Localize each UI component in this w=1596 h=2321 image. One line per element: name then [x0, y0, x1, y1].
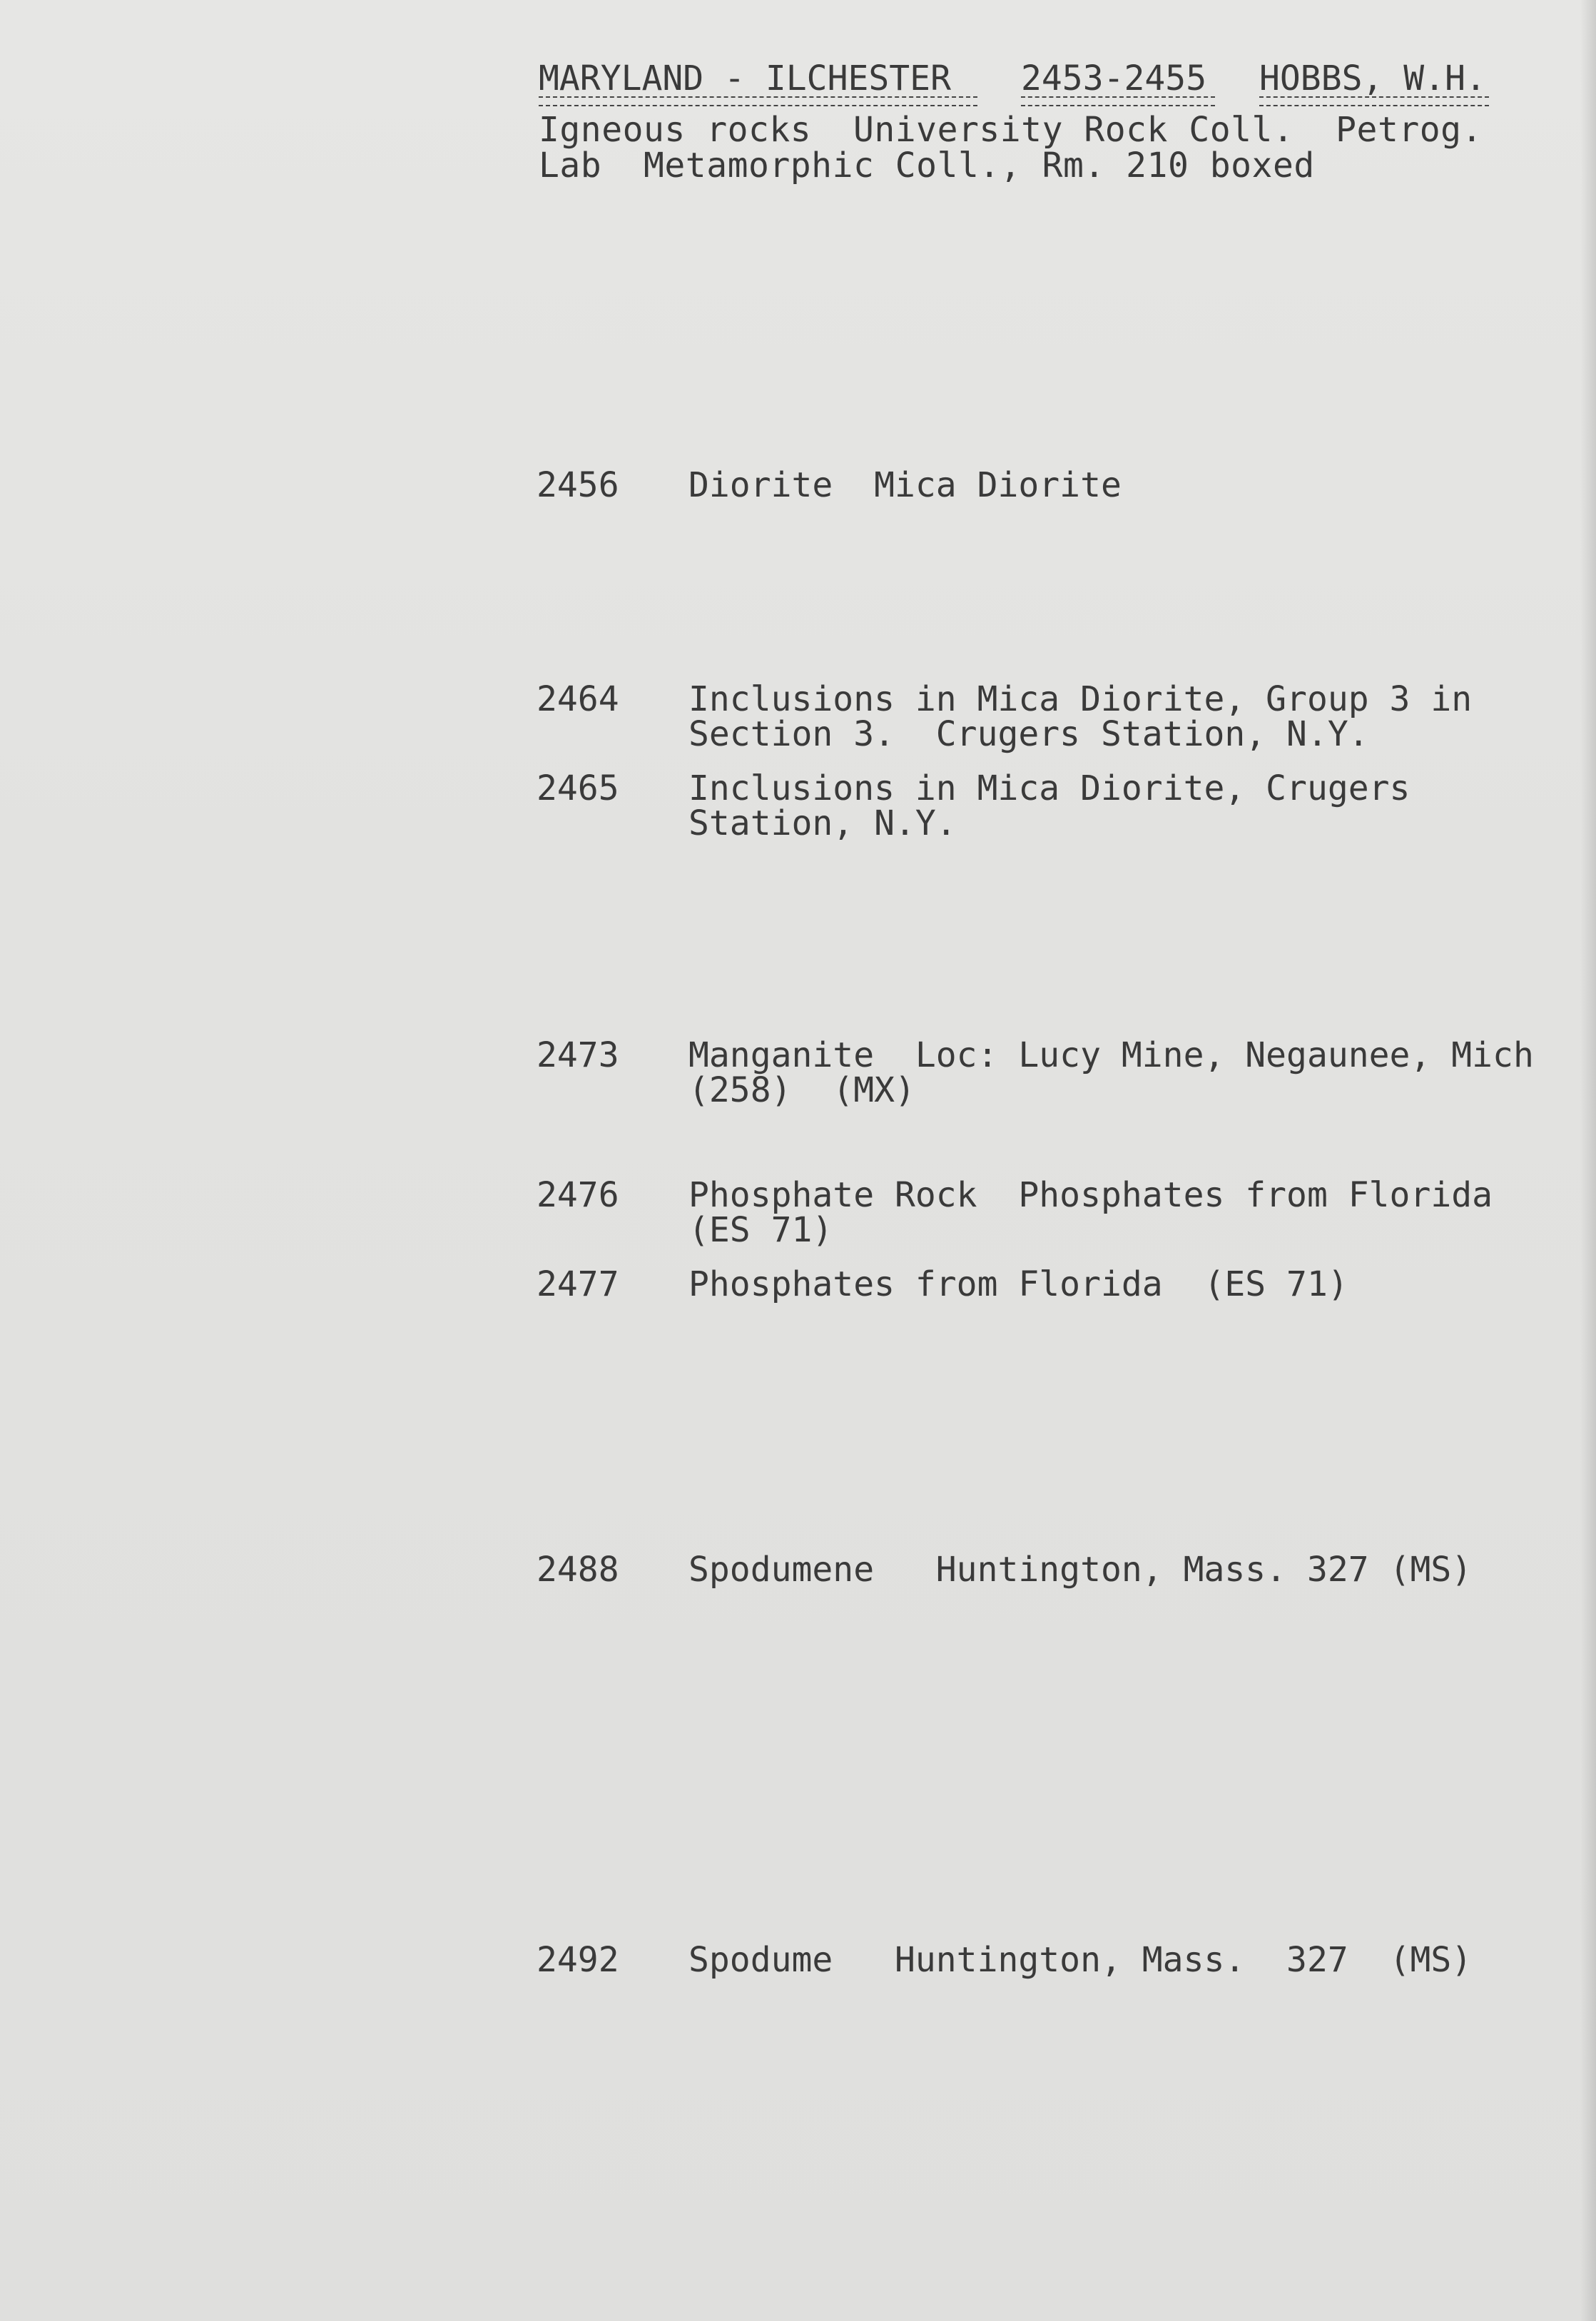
entry-number: 2476 [537, 1175, 619, 1215]
range-underline [1021, 96, 1215, 106]
entry-number: 2492 [537, 1940, 619, 1980]
entry-description: Phosphate Rock Phosphates from Florida [688, 1175, 1493, 1215]
entry-description: Manganite Loc: Lucy Mine, Negaunee, Mich [688, 1035, 1534, 1075]
entry-number: 2456 [537, 465, 619, 505]
entry-description: Spodumene Huntington, Mass. 327 (MS) [688, 1550, 1473, 1590]
paper-edge-shadow [1580, 0, 1596, 2321]
entry-number: 2477 [537, 1264, 619, 1304]
entry-description: Diorite Mica Diorite [688, 465, 1122, 505]
entry-description: Spodume Huntington, Mass. 327 (MS) [688, 1940, 1473, 1980]
header-locality: MARYLAND - ILCHESTER [539, 59, 951, 98]
header-line-2: Igneous rocks University Rock Coll. Petrog. [539, 110, 1483, 150]
collector-underline [1259, 96, 1489, 106]
entry-description: Phosphates from Florida (ES 71) [688, 1264, 1348, 1304]
entry-number: 2465 [537, 768, 619, 808]
entry-description: Inclusions in Mica Diorite, Crugers [688, 768, 1411, 808]
entry-description-continued: Section 3. Crugers Station, N.Y. [688, 714, 1369, 754]
header-line-3: Lab Metamorphic Coll., Rm. 210 boxed [539, 146, 1315, 186]
entry-number: 2473 [537, 1035, 619, 1075]
header-collector: HOBBS, W.H. [1259, 59, 1486, 98]
locality-underline [539, 96, 977, 106]
entry-description: Inclusions in Mica Diorite, Group 3 in [688, 679, 1473, 719]
entry-description-continued: (258) (MX) [688, 1070, 915, 1110]
entry-description-continued: Station, N.Y. [688, 803, 957, 843]
header-range: 2453-2455 [1021, 59, 1207, 98]
entry-number: 2464 [537, 679, 619, 719]
header-title-row [539, 61, 1502, 101]
entry-number: 2488 [537, 1550, 619, 1590]
entry-description-continued: (ES 71) [688, 1210, 833, 1250]
